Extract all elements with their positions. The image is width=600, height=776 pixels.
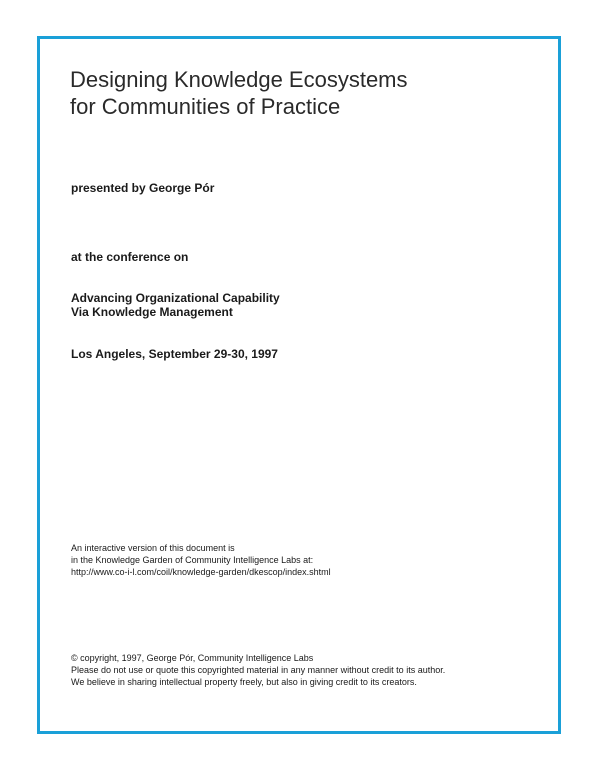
interactive-note-url[interactable]: http://www.co-i-l.com/coil/knowledge-garden/dkescop/index.shtml <box>71 567 331 577</box>
conference-intro: at the conference on <box>71 250 189 264</box>
document-title <box>70 66 408 120</box>
copyright-notice <box>71 652 445 688</box>
copyright-line-2: Please do not use or quote this copyrighted material in any manner without credit to its author. <box>71 665 446 675</box>
copyright-line-3: We believe in sharing intellectual property freely, but also in giving credit to its creators. <box>71 677 417 687</box>
conference-name <box>71 291 280 319</box>
title-line-1: Designing Knowledge Ecosystems <box>70 67 408 92</box>
interactive-note-line-1: An interactive version of this document is <box>71 543 235 553</box>
interactive-note-line-2: in the Knowledge Garden of Community Intelligence Labs at: <box>71 555 314 565</box>
interactive-version-note <box>71 542 331 578</box>
title-line-2: for Communities of Practice <box>70 94 341 119</box>
copyright-line-1: © copyright, 1997, George Pór, Community Intelligence Labs <box>71 653 314 663</box>
conference-name-line-1: Advancing Organizational Capability <box>71 291 280 305</box>
conference-name-line-2: Via Knowledge Management <box>71 305 233 319</box>
presenter-line: presented by George Pór <box>71 181 215 195</box>
conference-location-date: Los Angeles, September 29-30, 1997 <box>71 347 278 361</box>
page-frame-border <box>37 36 561 734</box>
